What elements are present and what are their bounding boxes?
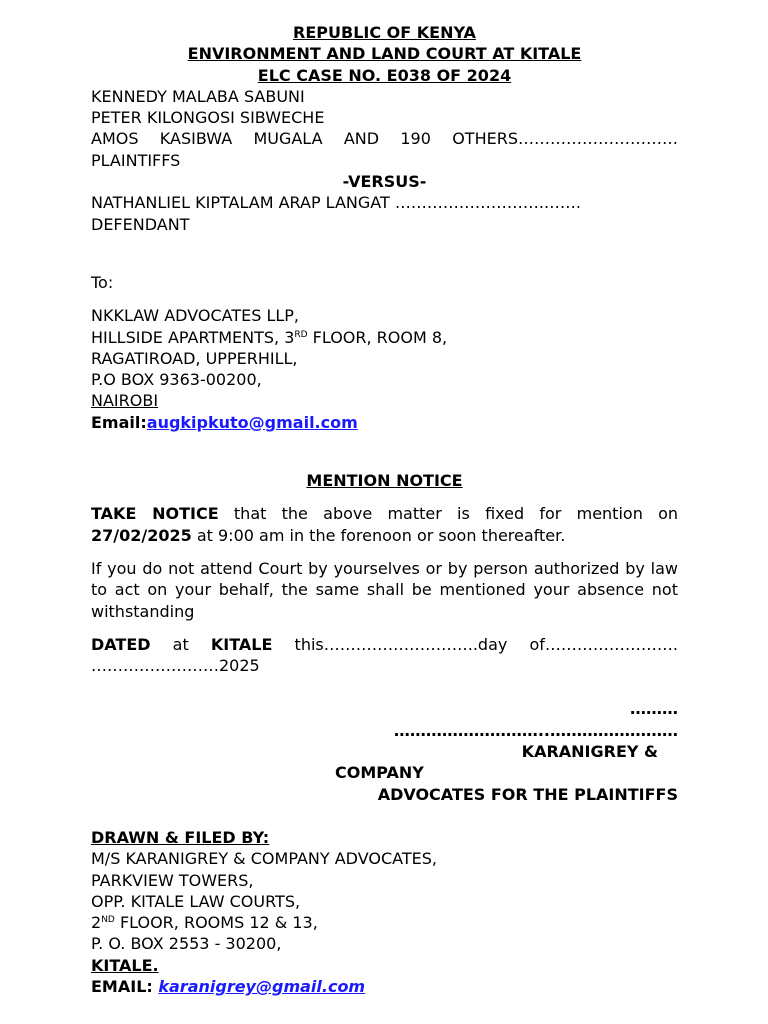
recipient-address-post: FLOOR, ROOM 8, [307,327,448,347]
drawn-opposite: OPP. KITALE LAW COURTS, [91,891,301,911]
plaintiff-2: PETER KILONGOSI SIBWECHE [91,108,325,128]
dated-place: KITALE [210,634,273,654]
spacer [91,433,678,470]
drawn-firm: M/S KARANIGREY & COMPANY ADVOCATES, [91,849,437,869]
drawn-pobox: P. O. BOX 2553 - 30200, [91,934,282,954]
recipient-email-label: Email: [91,412,147,432]
recipient-email-line [91,412,678,433]
drawn-floor-post: FLOOR, ROOMS 12 & 13, [114,913,318,933]
heading-court: ENVIRONMENT AND LAND COURT AT KITALE [187,44,582,64]
dated-line [91,634,678,655]
signature-dots-2: ………………………..…………………… [393,720,678,740]
notice-line-1-rest: that the above matter is fixed for mention on [218,504,679,524]
spacer [91,622,678,634]
drawn-city: KITALE. [91,955,159,975]
dated-at: at [150,634,211,654]
recipient-pobox: P.O BOX 9363-00200, [91,370,262,390]
drawn-filed-label: DRAWN & FILED BY: [91,827,270,847]
take-notice-label: TAKE NOTICE [91,504,219,524]
signature-firm-line-1: KARANIGREY & [521,742,658,762]
spacer [91,293,678,305]
drawn-floor-pre: 2 [91,913,102,933]
signature-firm-line-2: COMPANY [335,763,424,783]
notice-line-1 [91,503,678,524]
recipient-email-link[interactable]: augkipkuto@gmail.com [146,412,358,432]
recipient-address-sup: RD [294,329,308,340]
plaintiffs-label: PLAINTIFFS [91,150,181,170]
signature-dots-1: ……… [630,699,678,719]
dated-label: DATED [91,634,151,654]
drawn-building: PARKVIEW TOWERS, [91,870,254,890]
drawn-floor-sup: ND [101,915,115,926]
spacer [91,491,678,503]
spacer [91,805,678,827]
notice-title: MENTION NOTICE [306,471,463,491]
defendant-name: NATHANLIEL KIPTALAM ARAP LANGAT ……………………….……. [91,193,582,213]
notice-line-2-rest: at 9:00 am in the forenoon or soon thereafter. [191,525,566,545]
recipient-road: RAGATIROAD, UPPERHILL, [91,348,298,368]
mention-date: 27/02/2025 [91,525,192,545]
spacer [91,546,678,558]
plaintiff-3: AMOS KASIBWA MUGALA AND 190 OTHERS………………………… [91,129,678,149]
recipient-city: NAIROBI [91,391,159,411]
drawn-email-link[interactable]: karanigrey@gmail.com [158,976,366,996]
heading-case-number: ELC CASE NO. E038 OF 2024 [257,65,512,85]
recipient-address-pre: HILLSIDE APARTMENTS, 3 [91,327,295,347]
spacer [91,235,678,272]
dated-rest: this………………………..day of……………………. [272,634,678,654]
spacer [91,676,678,698]
plaintiff-1: KENNEDY MALABA SABUNI [91,86,305,106]
heading-republic: REPUBLIC OF KENYA [293,23,476,42]
signature-role: ADVOCATES FOR THE PLAINTIFFS [377,784,678,804]
recipient-firm: NKKLAW ADVOCATES LLP, [91,306,300,326]
to-label: To: [91,272,114,292]
drawn-floor [91,912,678,933]
dated-year: ……………………2025 [91,656,260,676]
document-body [91,22,678,997]
notice-absence-paragraph: If you do not attend Court by yourselves or by person authorized by law to act on your behalf, the same shall be mentioned your absence not withstanding [91,558,678,621]
versus-label: -VERSUS- [342,172,427,192]
drawn-email-line [91,976,678,997]
drawn-email-label: EMAIL: [91,976,159,996]
defendant-label: DEFENDANT [91,214,190,234]
recipient-address [91,327,678,348]
notice-line-2 [91,525,678,546]
